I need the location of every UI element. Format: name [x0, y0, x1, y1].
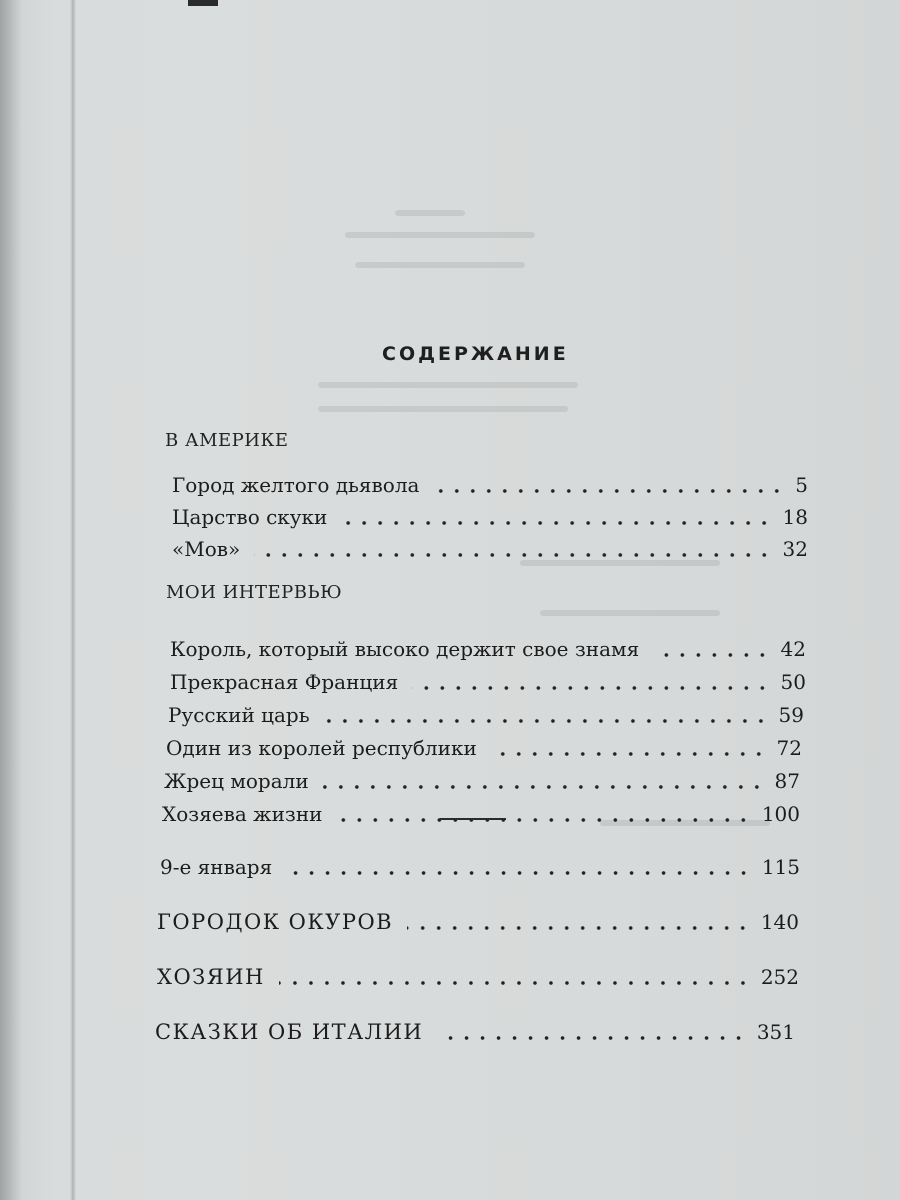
show-through [318, 406, 568, 412]
toc-entry[interactable] [162, 792, 800, 826]
page-title: СОДЕРЖАНИЕ [382, 343, 569, 365]
toc-entry[interactable] [168, 693, 804, 727]
show-through [318, 382, 578, 388]
toc-entry-title: Русский царь [168, 703, 310, 727]
toc-entry[interactable] [164, 759, 800, 793]
leader-dots [324, 718, 769, 724]
toc-entry-page: 87 [774, 769, 800, 793]
leader-dots [433, 488, 785, 494]
leader-dots [279, 980, 751, 986]
leader-dots [286, 870, 752, 876]
toc-entry[interactable] [172, 527, 808, 561]
show-through [395, 210, 465, 216]
leader-dots [407, 925, 751, 931]
toc-entry-page: 100 [761, 802, 800, 826]
toc-entry[interactable] [157, 900, 799, 934]
toc-entry-title: ГОРОДОК ОКУРОВ [157, 910, 394, 934]
toc-entry-page: 252 [760, 965, 799, 989]
toc-entry[interactable] [160, 845, 800, 879]
toc-entry-page: 5 [795, 473, 808, 497]
toc-entry-page: 72 [776, 736, 802, 760]
toc-entry-title: Царство скуки [172, 505, 328, 529]
toc-entry-title: Король, который высоко держит свое знамя [170, 637, 640, 661]
leader-dots [653, 652, 770, 658]
toc-entry-title: Хозяева жизни [162, 802, 323, 826]
toc-entry[interactable] [172, 463, 808, 497]
page-fold [70, 0, 76, 1200]
toc-entry-page: 50 [780, 670, 806, 694]
divider-rule [440, 818, 506, 820]
toc-entry-page: 115 [761, 855, 800, 879]
toc-entry-page: 32 [782, 537, 808, 561]
toc-entry-page: 42 [780, 637, 806, 661]
show-through [540, 610, 720, 616]
toc-entry[interactable] [155, 1010, 795, 1044]
ink-mark [188, 0, 218, 6]
leader-dots [341, 520, 772, 526]
leader-dots [491, 751, 767, 757]
toc-entry[interactable] [170, 627, 806, 661]
show-through [355, 262, 525, 268]
toc-entry-page: 59 [778, 703, 804, 727]
toc-entry-title: Прекрасная Франция [170, 670, 399, 694]
toc-entry[interactable] [172, 495, 808, 529]
toc-entry-title: Город желтого дьявола [172, 473, 420, 497]
toc-entry-title: Жрец морали [164, 769, 309, 793]
toc-entry[interactable] [157, 955, 799, 989]
toc-entry[interactable] [166, 726, 802, 760]
toc-entry-title: 9-е января [160, 855, 273, 879]
leader-dots [323, 784, 765, 790]
toc-entry-title: «Мов» [172, 537, 241, 561]
leader-dots [412, 685, 770, 691]
toc-entry-title: Один из королей республики [166, 736, 477, 760]
leader-dots [254, 552, 772, 558]
section-heading-america: В АМЕРИКЕ [165, 430, 289, 451]
section-heading-interviews: МОИ ИНТЕРВЬЮ [166, 582, 343, 603]
page-edge-shadow [0, 0, 22, 1200]
toc-entry[interactable] [170, 660, 806, 694]
leader-dots [437, 1035, 747, 1041]
show-through [345, 232, 535, 238]
toc-entry-page: 140 [760, 910, 799, 934]
toc-entry-page: 18 [782, 505, 808, 529]
toc-entry-title: ХОЗЯИН [157, 965, 265, 989]
leader-dots [336, 817, 751, 823]
toc-entry-page: 351 [756, 1020, 795, 1044]
toc-entry-title: СКАЗКИ ОБ ИТАЛИИ [155, 1020, 424, 1044]
